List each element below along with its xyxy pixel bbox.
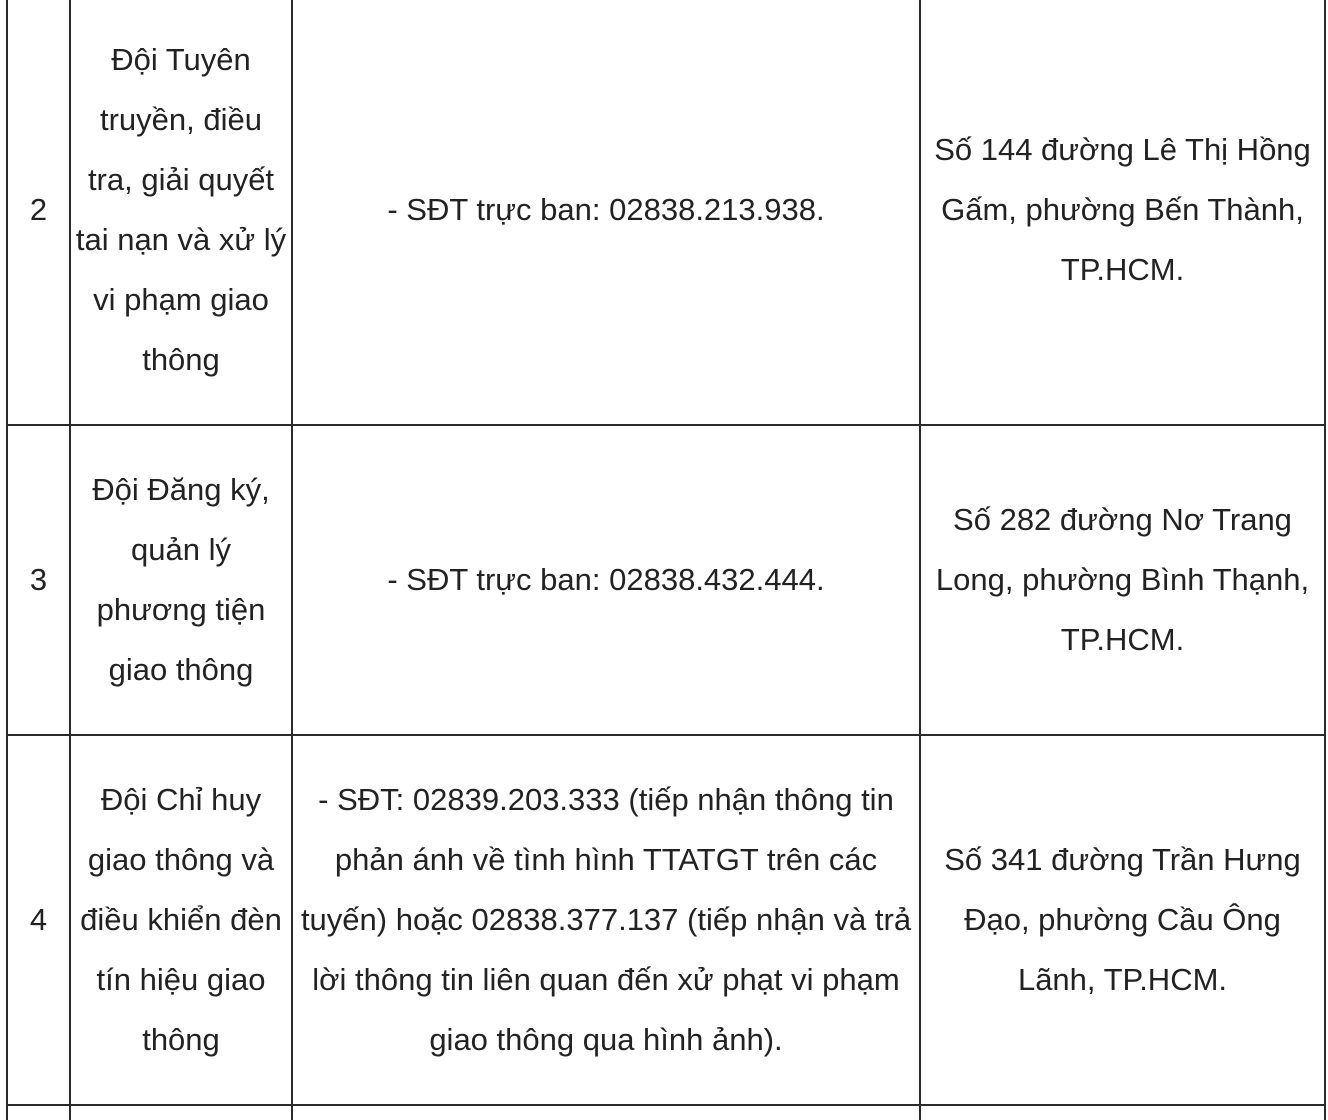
row-number-cell: 3 bbox=[7, 425, 70, 735]
traffic-police-units-table bbox=[6, 0, 1326, 1120]
unit-name-cell: Đội Chỉ huy giao thông và điều khiển đèn tín hiệu giao thông bbox=[70, 735, 292, 1105]
row-number-cell: 4 bbox=[7, 735, 70, 1105]
table-row-partial bbox=[7, 1105, 1325, 1120]
table-row bbox=[7, 425, 1325, 735]
phone-cell: - SĐT trực ban: 02838.213.938. bbox=[292, 0, 920, 425]
empty-cell bbox=[7, 1105, 70, 1120]
phone-cell: - SĐT: 02839.203.333 (tiếp nhận thông tin phản ánh về tình hình TTATGT trên các tuyến) hoặc 02838.377.137 (tiếp nhận và trả lời thông tin liên quan đến xử phạt vi phạm giao thông qua hình ảnh). bbox=[292, 735, 920, 1105]
empty-cell bbox=[70, 1105, 292, 1120]
phone-cell: - SĐT trực ban: 02838.432.444. bbox=[292, 425, 920, 735]
empty-cell bbox=[920, 1105, 1325, 1120]
address-cell: Số 282 đường Nơ Trang Long, phường Bình Thạnh, TP.HCM. bbox=[920, 425, 1325, 735]
row-number-cell: 2 bbox=[7, 0, 70, 425]
address-cell: Số 144 đường Lê Thị Hồng Gấm, phường Bến Thành, TP.HCM. bbox=[920, 0, 1325, 425]
unit-name-cell: Đội Tuyên truyền, điều tra, giải quyết tai nạn và xử lý vi phạm giao thông bbox=[70, 0, 292, 425]
empty-cell bbox=[292, 1105, 920, 1120]
table-row bbox=[7, 0, 1325, 425]
address-cell: Số 341 đường Trần Hưng Đạo, phường Cầu Ông Lãnh, TP.HCM. bbox=[920, 735, 1325, 1105]
unit-name-cell: Đội Đăng ký, quản lý phương tiện giao thông bbox=[70, 425, 292, 735]
table-row bbox=[7, 735, 1325, 1105]
